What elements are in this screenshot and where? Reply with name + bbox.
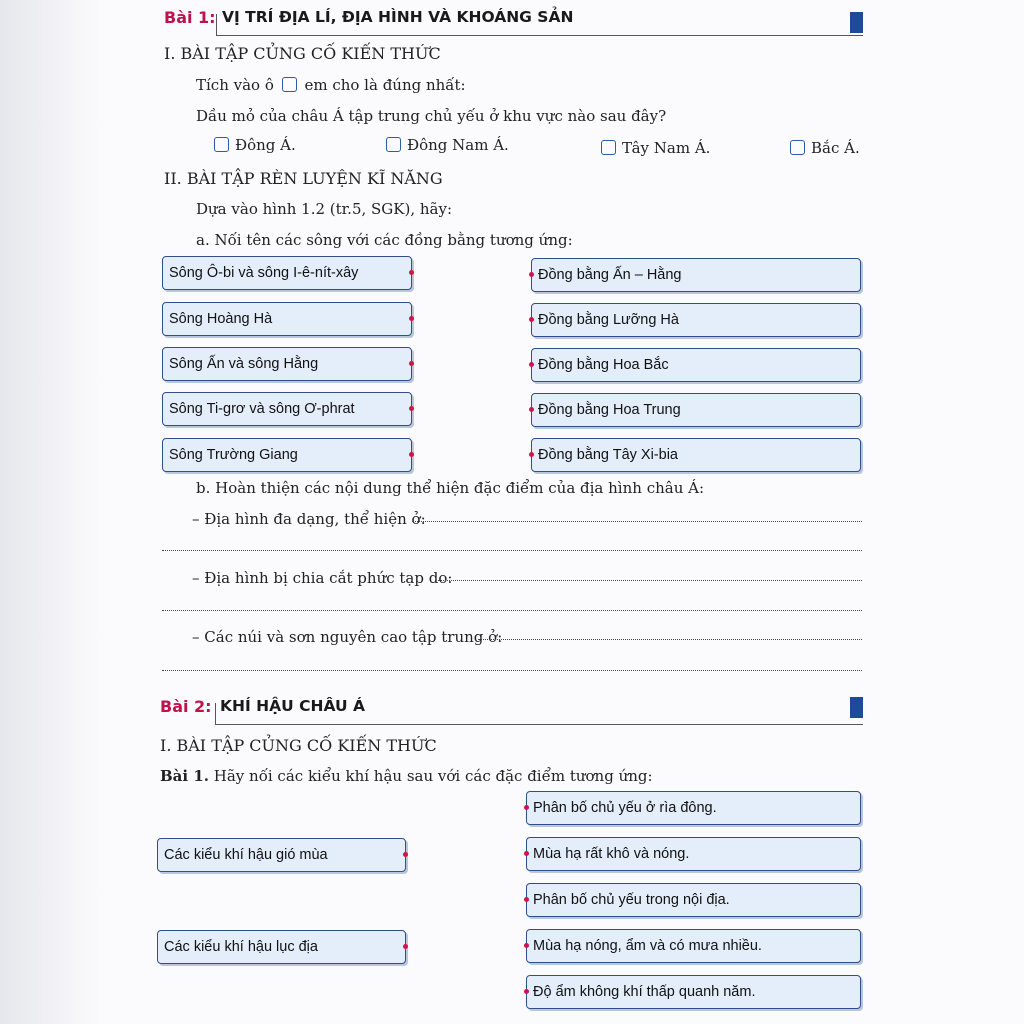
- connector-dot[interactable]: [409, 316, 414, 321]
- lesson1-part2-heading: II. BÀI TẬP RÈN LUYỆN KĨ NĂNG: [164, 169, 443, 188]
- question-text: Dầu mỏ của châu Á tập trung chủ yếu ở khu vực nào sau đây?: [196, 107, 667, 125]
- connector-dot[interactable]: [524, 897, 529, 902]
- prompt-fragmented-terrain: – Địa hình bị chia cắt phức tạp do:: [192, 569, 453, 587]
- option-label: Đông Á.: [235, 136, 296, 154]
- exercise-text: Hãy nối các kiểu khí hậu sau với các đặc điểm tương ứng:: [213, 767, 653, 785]
- answer-line[interactable]: [478, 639, 862, 640]
- river-box-hoang-ha[interactable]: Sông Hoàng Hà: [162, 302, 412, 336]
- river-box-obi[interactable]: Sông Ô-bi và sông I-ê-nít-xây: [162, 256, 412, 290]
- connector-dot[interactable]: [409, 361, 414, 366]
- connector-dot[interactable]: [529, 272, 534, 277]
- title-underline: [215, 724, 863, 725]
- answer-line[interactable]: [438, 580, 862, 581]
- connector-dot[interactable]: [524, 943, 529, 948]
- plain-box-tay-xibia[interactable]: Đồng bằng Tây Xi-bia: [531, 438, 861, 472]
- section-tab-marker: [850, 697, 863, 718]
- plain-box-an-hang[interactable]: Đồng bằng Ấn – Hằng: [531, 258, 861, 292]
- instruction-before: Tích vào ô: [196, 76, 274, 94]
- page-binding-edge: [0, 0, 108, 1024]
- option-dong-nam-a[interactable]: [386, 136, 509, 154]
- connector-dot[interactable]: [524, 851, 529, 856]
- connector-dot[interactable]: [529, 452, 534, 457]
- feature-box-low-humidity[interactable]: Độ ẩm không khí thấp quanh năm.: [526, 975, 861, 1009]
- feature-box-humid-summer[interactable]: Mùa hạ nóng, ẩm và có mưa nhiều.: [526, 929, 861, 963]
- option-bac-a[interactable]: [790, 139, 860, 157]
- title-underline: [216, 35, 863, 36]
- plain-box-luong-ha[interactable]: Đồng bằng Lưỡng Hà: [531, 303, 861, 337]
- feature-box-east-edge[interactable]: Phân bố chủ yếu ở rìa đông.: [526, 791, 861, 825]
- checkbox-icon[interactable]: [790, 140, 805, 155]
- part2-intro: Dựa vào hình 1.2 (tr.5, SGK), hãy:: [196, 200, 453, 218]
- lesson1-part1-heading: I. BÀI TẬP CỦNG CỐ KIẾN THỨC: [164, 44, 441, 63]
- prompt-diverse-terrain: – Địa hình đa dạng, thể hiện ở:: [192, 510, 426, 528]
- feature-box-inland[interactable]: Phân bố chủ yếu trong nội địa.: [526, 883, 861, 917]
- lesson1-label: Bài 1:: [164, 8, 216, 27]
- task-b-text: b. Hoàn thiện các nội dung thể hiện đặc điểm của địa hình châu Á:: [196, 479, 705, 497]
- option-label: Bắc Á.: [811, 139, 860, 157]
- lesson2-label: Bài 2:: [160, 697, 212, 716]
- answer-line[interactable]: [162, 550, 862, 551]
- exercise-label: Bài 1.: [160, 767, 209, 785]
- checkbox-sample-icon: [282, 77, 297, 92]
- answer-line[interactable]: [162, 610, 862, 611]
- connector-dot[interactable]: [529, 317, 534, 322]
- plain-box-hoa-trung[interactable]: Đồng bằng Hoa Trung: [531, 393, 861, 427]
- climate-box-continental[interactable]: Các kiểu khí hậu lục địa: [157, 930, 406, 964]
- lesson2-title-bar: [160, 691, 863, 727]
- plain-box-hoa-bac[interactable]: Đồng bằng Hoa Bắc: [531, 348, 861, 382]
- connector-dot[interactable]: [524, 989, 529, 994]
- answer-line[interactable]: [412, 521, 862, 522]
- checkbox-icon[interactable]: [601, 140, 616, 155]
- option-label: Tây Nam Á.: [622, 139, 711, 157]
- lesson1-title: VỊ TRÍ ĐỊA LÍ, ĐỊA HÌNH VÀ KHOÁNG SẢN: [222, 8, 574, 26]
- option-dong-a[interactable]: [214, 136, 296, 154]
- lesson2-title: KHÍ HẬU CHÂU Á: [220, 697, 365, 715]
- connector-dot[interactable]: [409, 452, 414, 457]
- answer-line[interactable]: [162, 670, 862, 671]
- exercise-line: [160, 767, 653, 785]
- checkbox-icon[interactable]: [214, 137, 229, 152]
- title-divider: [216, 14, 217, 36]
- title-divider: [215, 703, 216, 725]
- section-tab-marker: [850, 12, 863, 33]
- connector-dot[interactable]: [524, 805, 529, 810]
- river-box-tigro[interactable]: Sông Ti-grơ và sông Ơ-phrat: [162, 392, 412, 426]
- lesson2-heading: I. BÀI TẬP CỦNG CỐ KIẾN THỨC: [160, 736, 437, 755]
- connector-dot[interactable]: [529, 362, 534, 367]
- task-a-text: a. Nối tên các sông với các đồng bằng tương ứng:: [196, 231, 573, 249]
- river-box-truong-giang[interactable]: Sông Trường Giang: [162, 438, 412, 472]
- connector-dot[interactable]: [403, 944, 408, 949]
- instruction-line: [196, 76, 466, 94]
- connector-dot[interactable]: [529, 407, 534, 412]
- lesson1-title-bar: [160, 2, 863, 38]
- option-tay-nam-a[interactable]: [601, 139, 710, 157]
- instruction-after: em cho là đúng nhất:: [304, 76, 466, 94]
- connector-dot[interactable]: [409, 406, 414, 411]
- prompt-mountains: – Các núi và sơn nguyên cao tập trung ở:: [192, 628, 503, 646]
- connector-dot[interactable]: [403, 852, 408, 857]
- checkbox-icon[interactable]: [386, 137, 401, 152]
- climate-box-monsoon[interactable]: Các kiểu khí hậu gió mùa: [157, 838, 406, 872]
- river-box-an-hang[interactable]: Sông Ấn và sông Hằng: [162, 347, 412, 381]
- option-label: Đông Nam Á.: [407, 136, 509, 154]
- feature-box-dry-summer[interactable]: Mùa hạ rất khô và nóng.: [526, 837, 861, 871]
- connector-dot[interactable]: [409, 270, 414, 275]
